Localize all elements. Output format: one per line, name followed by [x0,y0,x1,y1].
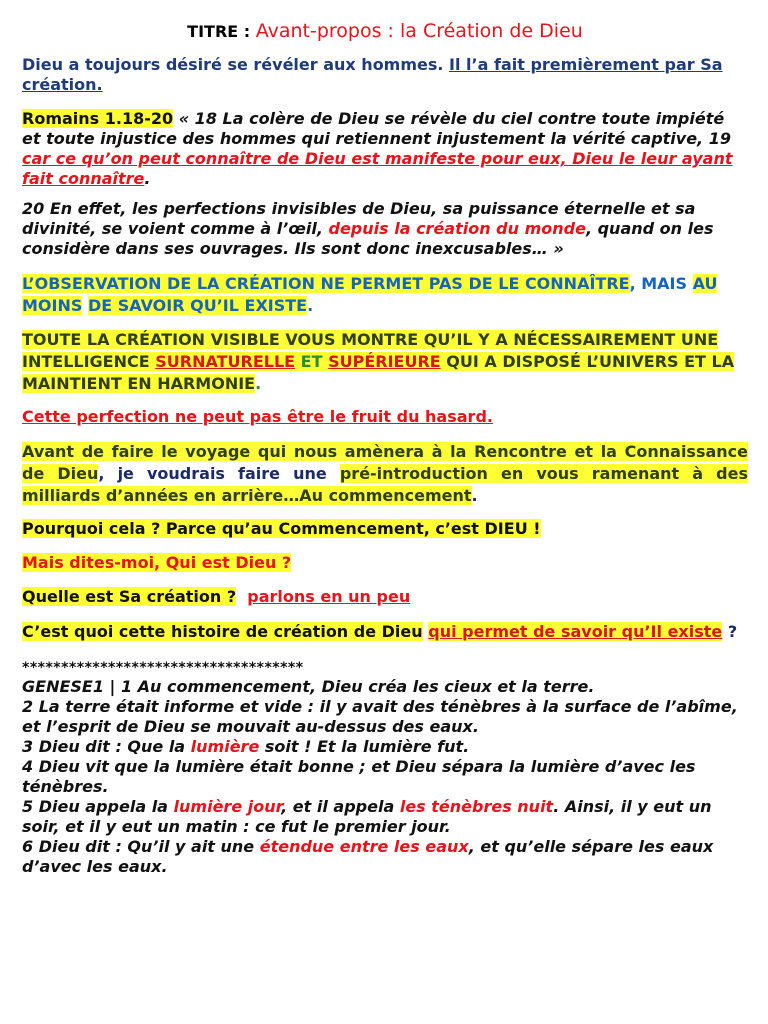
qui-text: Mais dites-moi, Qui est Dieu ? [22,553,292,572]
genese-block [22,677,748,877]
creation-surnaturelle: SURNATURELLE [155,352,296,371]
separator-stars: ************************************ [22,660,304,676]
pourquoi-text: Pourquoi cela ? Parce qu’au Commencement, c’est DIEU ! [22,519,541,538]
histoire-text-c: qui permet de savoir qu’Il existe [428,622,723,641]
quelle-link-text: parlons en un peu [247,587,411,606]
genese-6a: 6 Dieu dit : Qu’il y ait une [22,837,260,856]
romains-text-2b: depuis la création du monde [328,219,586,238]
page-title [22,18,748,45]
creation-text-c [295,352,301,371]
voyage-text-c: pré-introduction en vous ramenant à des milliards d’années en arrière…Au commencement [22,464,749,505]
creation-superieure: SUPÉRIEURE [328,352,441,371]
title-main: Avant-propos : la Création de Dieu [255,20,583,42]
creation-text-g: QUI A DISPOSÉ L’UNIVERS ET LA MAINTIENT EN HARMONIE [22,352,735,393]
voyage-paragraph [22,441,748,507]
romains-reference: Romains 1.18-20 [22,109,174,128]
creation-et: ET [300,352,323,371]
genese-verse-2: 2 La terre était informe et vide : il y avait des ténèbres à la surface de l’abîme, et l’esprit de Dieu se mouvait au-dessus des eaux. [22,697,738,736]
creation-visible-paragraph [22,329,748,395]
histoire-text-a: C’est quoi cette histoire de création de Dieu [22,622,423,641]
romains-text-2c: , quand on les considère dans ses ouvrages. Ils sont donc inexcusables… » [22,219,714,258]
observation-text-c: AU MOINS [22,274,718,315]
observation-text-e: DE SAVOIR QU’IL EXISTE [87,296,308,315]
perfection-paragraph: Cette perfection ne peut pas être le fruit du hasard. [22,407,493,426]
genese-3a: 3 Dieu dit : Que la [22,737,191,756]
genese-verse-1: GENESE1 | 1 Au commencement, Dieu créa les cieux et la terre. [22,677,595,696]
qui-paragraph [22,553,748,573]
histoire-paragraph [22,621,748,643]
genese-5c: , et il appela [281,797,400,816]
genese-verse-3 [22,737,748,757]
genese-6b: étendue entre les eaux [259,837,469,856]
genese-3b: lumière [190,737,260,756]
genese-verse-5 [22,797,748,837]
genese-verse-4: 4 Dieu vit que la lumière était bonne ; et Dieu sépara la lumière d’avec les ténèbres. [22,757,696,796]
genese-3c: soit ! Et la lumière fut. [259,737,470,756]
genese-verse-6 [22,837,748,877]
romains-text-1b: car ce qu’on peut connaître de Dieu est manifeste pour eux, Dieu le leur ayant fait connaître [22,149,733,188]
observation-text-b: , MAIS [629,274,693,293]
title-label: TITRE : [187,22,251,41]
genese-5a: 5 Dieu appela la [22,797,174,816]
intro-paragraph [22,55,748,95]
creation-text-h: . [255,374,262,393]
histoire-text-d: ? [722,622,738,641]
observation-text-a: L’OBSERVATION DE LA CRÉATION NE PERMET PAS DE LE CONNAÎTRE [22,274,630,293]
genese-6c: , et qu’elle sépare les eaux d’avec les eaux. [22,837,714,876]
intro-underlined-text: Il l’a fait premièrement par Sa création. [22,55,723,94]
creation-text-a: TOUTE LA CRÉATION VISIBLE VOUS MONTRE QU’IL Y A NÉCESSAIREMENT UNE INTELLIGENCE [22,330,719,371]
quelle-spacer [236,587,247,606]
pourquoi-paragraph [22,519,748,539]
document-page [22,18,748,877]
voyage-text-a: Avant de faire le voyage qui nous amènera à la Rencontre et la Connaissance de Dieu [22,442,748,483]
genese-5e: . Ainsi, il y eut un soir, et il y eut un matin : ce fut le premier jour. [22,797,712,836]
quelle-paragraph [22,587,748,607]
romains-text-1a: « 18 La colère de Dieu se révèle du ciel contre toute impiété et toute injustice des hommes qui retiennent injustement la vérité captive, 19 [22,109,731,148]
romains-paragraph-2 [22,199,748,259]
romains-text-2a: 20 En effet, les perfections invisibles de Dieu, sa puissance éternelle et sa divinité, se voient comme à l’œil, [22,199,696,238]
romains-paragraph-1 [22,109,748,189]
genese-5b: lumière jour [173,797,282,816]
observation-paragraph [22,273,748,317]
intro-text: Dieu a toujours désiré se révéler aux hommes. [22,55,450,74]
genese-5d: les ténèbres nuit [399,797,554,816]
quelle-text: Quelle est Sa création ? [22,587,237,606]
observation-text-f: . [307,296,314,315]
voyage-text-d: . [471,486,478,505]
romains-text-1c: . [144,169,151,188]
voyage-text-b: , je voudrais faire une [98,464,340,483]
